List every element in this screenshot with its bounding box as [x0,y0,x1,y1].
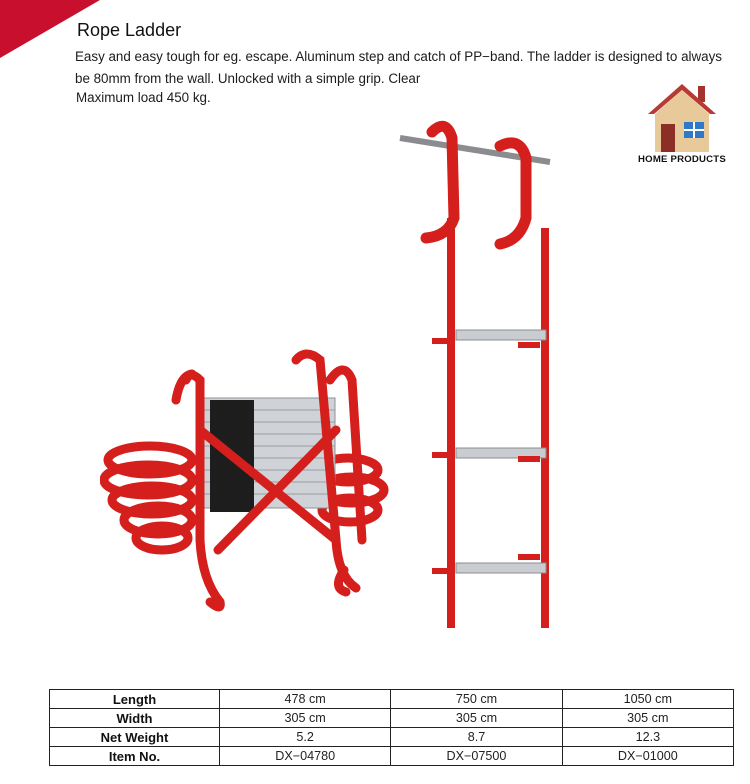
table-cell: DX−01000 [562,747,733,766]
max-load-text: Maximum load 450 kg. [76,90,211,105]
row-header: Net Weight [50,728,220,747]
row-header: Length [50,690,220,709]
table-row [50,747,734,766]
table-cell: DX−04780 [220,747,391,766]
product-title: Rope Ladder [77,20,182,40]
brand-logo [632,80,732,170]
logo-text: HOME PRODUCTS [638,154,726,165]
table-row [50,709,734,728]
row-header: Width [50,709,220,728]
table-row [50,728,734,747]
table-row [50,690,734,709]
table-cell: 12.3 [562,728,733,747]
table-cell: DX−07500 [391,747,562,766]
table-cell: 305 cm [391,709,562,728]
table-cell: 750 cm [391,690,562,709]
table-cell: 305 cm [220,709,391,728]
table-cell: 8.7 [391,728,562,747]
house-icon [646,80,718,154]
table-cell: 478 cm [220,690,391,709]
table-cell: 5.2 [220,728,391,747]
folded-ladder-photo [100,340,395,620]
unfolded-ladder-photo [396,118,556,630]
table-cell: 1050 cm [562,690,733,709]
spec-table [49,689,734,766]
table-cell: 305 cm [562,709,733,728]
product-description: Easy and easy tough for eg. escape. Aluminum step and catch of PP−band. The ladder is designed to always be 80mm from the wall. Unlocked with a simple grip. Clear [75,49,722,86]
row-header: Item No. [50,747,220,766]
